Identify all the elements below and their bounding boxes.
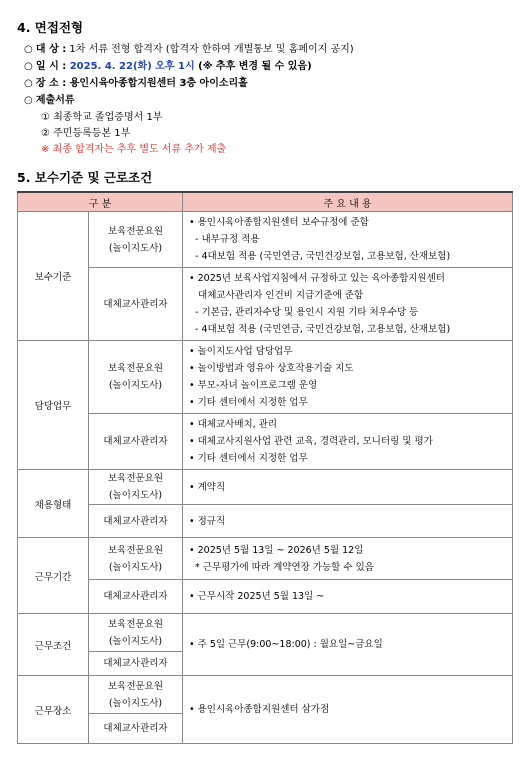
category-duties: 담당업무	[18, 341, 89, 470]
documents-label: 제출서류	[35, 95, 75, 106]
sub-substitute-manager: 대체교사관리자	[89, 652, 183, 676]
content-cell	[183, 580, 513, 614]
sub-label: 보육전문요원 (놀이지도사)	[107, 680, 164, 709]
target-value: 1차 서류 전형 합격자 (합격자 한하여 개별통보 및 홈페이지 공지)	[66, 44, 354, 55]
sub-label: 보육전문요원 (놀이지도사)	[107, 544, 164, 573]
place-label: 장 소 :	[35, 78, 67, 89]
content-cell	[183, 414, 513, 470]
content-cell	[183, 505, 513, 538]
content-line: • 주 5일 근무(9:00~18:00) : 월요일~금요일	[189, 639, 383, 650]
circle-bullet-icon: ○	[24, 44, 33, 55]
sub-label: 보육전문요원 (놀이지도사)	[107, 618, 164, 647]
category-pay: 보수기준	[18, 212, 89, 341]
datetime-line	[24, 57, 312, 72]
content-line: - 4대보험 적용 (국민연금, 국민건강보험, 고용보험, 산재보험)	[189, 251, 451, 262]
section4-title: 4. 면접전형	[17, 20, 84, 35]
table-row	[18, 212, 513, 268]
sub-play-instructor	[89, 538, 183, 580]
table-row	[18, 341, 513, 414]
table-row	[18, 580, 513, 614]
content-line: • 대체교사배치, 관리	[189, 419, 278, 430]
table-row	[18, 268, 513, 341]
section5-title: 5. 보수기준 및 근로조건	[17, 170, 153, 185]
content-cell	[183, 470, 513, 505]
circle-bullet-icon: ○	[24, 78, 33, 89]
content-cell	[183, 341, 513, 414]
content-line: • 용인시육아종합지원센터 삼가점	[189, 704, 330, 715]
content-cell	[183, 538, 513, 580]
sub-label: 보육전문요원 (놀이지도사)	[107, 473, 164, 501]
doc-item-diploma: ① 최종학교 졸업증명서 1부	[41, 112, 163, 123]
final-notice: ※ 최종 합격자는 추후 별도 서류 추가 제출	[41, 144, 227, 155]
table-header	[18, 192, 513, 212]
place-line	[24, 74, 248, 89]
content-line: • 놀이지도사업 담당업무	[189, 346, 293, 357]
sub-play-instructor	[89, 470, 183, 505]
table-row	[18, 614, 513, 652]
conditions-table	[17, 191, 513, 744]
content-line: • 계약직	[189, 481, 226, 493]
content-line: • 기타 센터에서 지정한 업무	[189, 453, 308, 464]
sub-substitute-manager: 대체교사관리자	[89, 268, 183, 341]
header-category: 구 분	[18, 192, 183, 212]
content-line: • 근무시작 2025년 5월 13일 ~	[189, 591, 325, 602]
circle-bullet-icon: ○	[24, 61, 33, 72]
content-line: - 기본급, 관리자수당 및 용인시 지원 기타 처우수당 등	[189, 307, 419, 318]
sub-substitute-manager: 대체교사관리자	[89, 580, 183, 614]
content-line: - 내부규정 적용	[189, 234, 260, 245]
documents-line	[24, 91, 75, 106]
sub-play-instructor	[89, 212, 183, 268]
category-work-conditions: 근무조건	[18, 614, 89, 676]
content-cell	[183, 268, 513, 341]
content-line: • 2025년 5월 13일 ~ 2026년 5월 12일	[189, 544, 364, 556]
datetime-label: 일 시 :	[35, 61, 67, 72]
table-row	[18, 414, 513, 470]
table-row	[18, 505, 513, 538]
content-cell	[183, 212, 513, 268]
sub-label: 보육전문요원 (놀이지도사)	[107, 363, 164, 391]
category-employment-type: 채용형태	[18, 470, 89, 538]
content-cell	[183, 676, 513, 744]
sub-play-instructor	[89, 341, 183, 414]
sub-play-instructor	[89, 676, 183, 714]
table-row	[18, 676, 513, 714]
sub-substitute-manager: 대체교사관리자	[89, 414, 183, 470]
header-content: 주 요 내 용	[183, 192, 513, 212]
place-value: 용인시육아종합지원센터 3층 아이소리홀	[66, 78, 248, 89]
circle-bullet-icon: ○	[24, 95, 33, 106]
sub-play-instructor	[89, 614, 183, 652]
sub-substitute-manager: 대체교사관리자	[89, 505, 183, 538]
table-row	[18, 538, 513, 580]
content-line: • 대체교사지원사업 관련 교육, 경력관리, 모니터링 및 평가	[189, 436, 433, 447]
sub-substitute-manager: 대체교사관리자	[89, 714, 183, 744]
table-row	[18, 470, 513, 505]
target-label: 대 상 :	[35, 44, 67, 55]
datetime-value: 2025. 4. 22(화) 오후 1시	[66, 61, 195, 72]
category-work-location: 근무장소	[18, 676, 89, 744]
content-line: • 부모-자녀 놀이프로그램 운영	[189, 380, 318, 391]
content-line: • 놀이방법과 영유아 상호작용기술 지도	[189, 363, 354, 374]
doc-item-resident-register: ② 주민등록등본 1부	[41, 128, 131, 139]
content-line: 대체교사관리자 인건비 지급기준에 준함	[189, 290, 364, 301]
content-line: • 2025년 보육사업지침에서 규정하고 있는 육아종합지원센터	[189, 273, 445, 284]
content-line: * 근무평가에 따라 계약연장 가능할 수 있음	[189, 561, 374, 573]
target-line	[24, 40, 354, 55]
datetime-note: (※ 추후 변경 될 수 있음)	[194, 61, 312, 72]
content-line: • 기타 센터에서 지정한 업무	[189, 397, 308, 408]
content-line: • 정규직	[189, 515, 226, 527]
content-line: • 용인시육아종합지원센터 보수규정에 준함	[189, 217, 369, 228]
content-line: - 4대보험 적용 (국민연금, 국민건강보험, 고용보험, 산재보험)	[189, 324, 451, 335]
sub-label: 보육전문요원 (놀이지도사)	[107, 225, 164, 254]
category-work-period: 근무기간	[18, 538, 89, 614]
content-cell	[183, 614, 513, 676]
